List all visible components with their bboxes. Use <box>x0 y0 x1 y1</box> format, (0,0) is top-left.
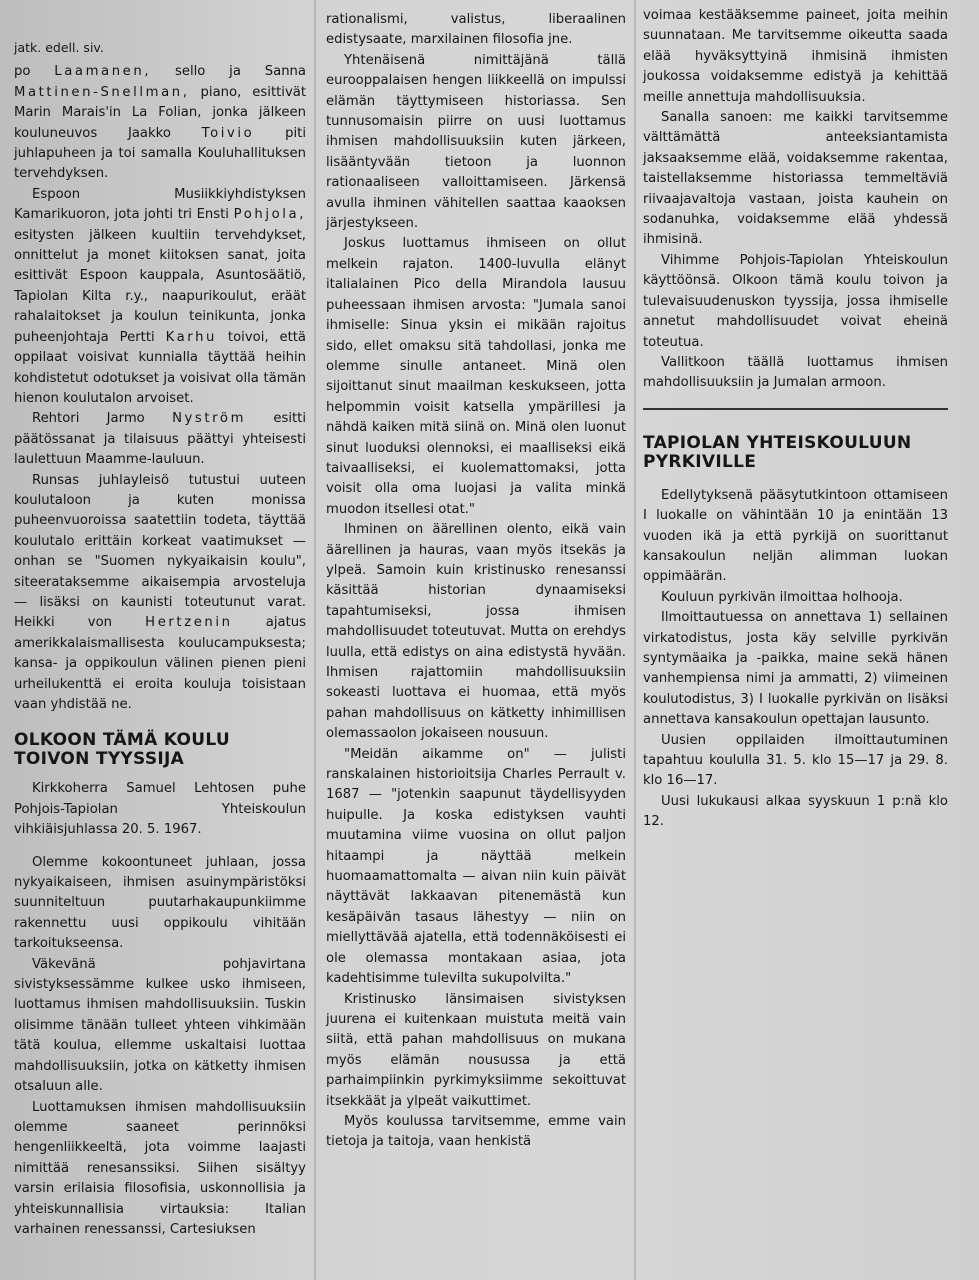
spaced-name: Nyström <box>172 411 247 427</box>
article-headline: OLKOON TÄMÄ KOULU TOIVON TYYSSIJA <box>14 730 230 770</box>
article-paragraph: rationalismi, valistus, liberaalinen edistysaate, marxilainen filosofia jne. <box>326 12 626 48</box>
article-paragraph: Yhtenäisenä nimittäjänä tällä eurooppalaisen hengen liikkeellä on impulssi elämän täyttymiseen historiassa. Sen tunnusomaisin piirre on uusi luottamus ihmisen mahdollisuuksiin kuten järkeen, lisääntyvään tietoon ja luonnon rationaaliseen valloittamiseen. Järkensä avulla ihminen vähitellen saattaa kaaoksen järjestykseen. <box>326 52 626 232</box>
article-paragraph: Rehtori Jarmo Nyström esitti päätössanat ja tilaisuus päättyi yhteisesti laulettuun Maamme-lauluun. <box>14 411 306 468</box>
notice-headline: TAPIOLAN YHTEISKOULUUN PYRKIVILLE <box>643 432 912 472</box>
article-paragraph: Luottamuksen ihmisen mahdollisuuksiin olemme saaneet perinnöksi hengenliikkeeltä, jota voimme laajasti nimittää renesanssiksi. Siihen sisältyy varsin erilaisia filosofisia, uskonnollisia ja yhteiskunnallisia virtauksia: Italian varhainen renessanssi, Cartesiuksen <box>14 1099 306 1237</box>
continuation-note: jatk. edell. siv. <box>14 40 104 55</box>
notice-paragraph: Kouluun pyrkivän ilmoittaa holhooja. <box>661 589 903 605</box>
article-paragraph: "Meidän aikamme on" — julisti ranskalainen historioitsija Charles Perrault v. 1687 — "jotenkin saapunut täydellisyyden huipulle. Ja koska edistyksen vauhti muutamina viime vuosina on ollut paljon hitaampi ja näyttää melkein huomaamattomalta — aivan niin kuin päivät näyttävät lakkaavan pitenemästä kun kesäpäivän tasaus lähestyy — niin on miellyttävää ajatella, että todennäköisesti ei ole olemassa montakaan asiaa, jota kadehtisimme tulevilta sukupolvilta." <box>326 746 626 987</box>
spaced-name: Mattinen-Snellman, <box>14 84 190 100</box>
spaced-name: Pohjola, <box>233 207 306 223</box>
notice-paragraph: Edellytyksenä pääsytutkintoon ottamiseen I luokalle on vähintään 10 ja enintään 13 vuoden ikä ja että pyrkijä on suorittanut kansakoulun neljän alimman luokan oppimäärän. <box>643 487 948 585</box>
article-paragraph: Ihminen on äärellinen olento, eikä vain äärellinen ja hauras, vaan myös itsekäs ja ylpeä. Samoin kuin kristinusko renesanssi käsittää historian dynaamiseksi tapahtumiseksi, jossa ihmisen mahdollisuudet toteutuvat. Mutta on erehdys luulla, että edistys on aina edistystä hyvään. Ihmisen rajattomiin mahdollisuuksiin sokeasti luottava ei huomaa, että myös pahan mahdollisuus on kätketty inhimillisen olemassaolon jokaiseen nousuun. <box>326 522 626 742</box>
spaced-name: Hertzenin <box>145 615 233 631</box>
column-2 <box>326 10 626 1153</box>
spaced-name: Karhu <box>165 329 218 345</box>
column-gutter <box>634 0 636 1280</box>
article-paragraph: Espoon Musiikkiyhdistyksen Kamarikuoron, jota johti tri Ensti Pohjola, esitysten jälkeen kuultiin tervehdykset, onnittelut ja monet kiitoksen sanat, joita esittivät Espoon kauppala, Asuntosäätiö, Tapiolan Kilta r.y., naapurikoulut, eräät rahalaitokset ja koulun teinikunta, jonka puheenjohtaja Pertti Karhu toivoi, että oppilaat voisivat kunnialla täyttää heihin kohdistetut odotukset ja voisivat olla tämän hienon koulutalon arvoiset. <box>14 186 306 406</box>
article-paragraph: Runsas juhlayleisö tutustui uuteen koulutaloon ja kuten monissa puheenvuoroissa saatettiin todeta, täyttää koulutalo erittäin korkeat vaatimukset — onhan se "Suomen nykyaikaisin koulu", siteerataksemme aikaisempia arvosteluja — lisäksi on kaunisti toteutunut varat. Heikki von Hertzenin ajatus amerikkalaismallisesta koulucampuksesta; kansa- ja oppikoulun välinen pienen pieni urheilukenttä ei eroita kouluja toisistaan vaan yhdistää ne. <box>14 472 307 712</box>
article-paragraph: po Laamanen, sello ja Sanna Mattinen-Snellman, piano, esittivät Marin Marais'in La Folian, jonka jälkeen kouluneuvos Jaakko Toivio piti juhlapuheen ja toi samalla Kouluhallituksen tervehdyksen. <box>14 64 307 182</box>
article-paragraph: Väkevänä pohjavirtana sivistyksessämme kulkee usko ihmiseen, luottamus ihmisen mahdollisuuksiin. Tuskin olisimme tänään tulleet yhteen vihkimään tätä koulua, ellemme uskaltaisi luottaa mahdollisuuksiin, jotka on kätketty ihmisen otsaluun alle. <box>14 956 306 1095</box>
article-paragraph: Joskus luottamus ihmiseen on ollut melkein rajaton. 1400-luvulla elänyt italialainen Pico della Mirandola lausuu puheessaan ihmisen arvosta: "Jumala sanoi ihmiselle: Sinua yksin ei mikään rajoitus sido, ellet omaksu sitä tahdollasi, jonka me olemme sinulle antaneet. Minä olen sijoittanut sinut maailman keskukseen, jotta helpommin voisit katsella ympärillesi ja nähdä kaiken mitä siinä on. Minä olen luonut sinut luoduksi olennoksi, ei maalliseksi eikä taivaalliseksi, ei kuolemattomaksi, jotta voisit olla oma luojasi ja valita minkä muodon itsellesi otat." <box>326 236 626 517</box>
article-paragraph: Myös koulussa tarvitsemme, emme vain tietoja ja taitoja, vaan henkistä <box>326 1113 626 1150</box>
spaced-name: Laamanen, <box>54 64 152 80</box>
article-paragraph: Vihimme Pohjois-Tapiolan Yhteiskoulun käyttöönsä. Olkoon tämä koulu toivon ja tulevaisuudenuskon tyyssija, jossa ihmiselle annetut mahdollisuudet voivat eheinä toteutua. <box>643 252 948 350</box>
article-paragraph: Sanalla sanoen: me kaikki tarvitsemme välttämättä anteeksiantamista jaksaaksemme elää, voidaksemme rakentaa, taistellaksemme historiassa temmeltäviä riivaajavaltoja vastaan, joista kauhein on sodanuhka, voidaksemme elää yhdessä ihmisinä. <box>643 110 948 248</box>
column-3 <box>643 6 948 833</box>
article-paragraph: voimaa kestääksemme paineet, joita meihin suunnataan. Me tarvitsemme oikeutta saada elää hyväksyttyinä ihmisinä ihmisten joukossa voidaksemme edistyä ja kehittää meille annettuja mahdollisuuksia. <box>643 8 948 105</box>
article-paragraph: Kristinusko länsimaisen sivistyksen juurena ei kuitenkaan muistuta meitä vain siitä, että pahan mahdollisuus on mukana myös elämän nousussa ja että parhaimpiinkin pyrkimyksiimme sekoittuvat itsekkäät ja ylpeät vaikuttimet. <box>326 991 626 1109</box>
column-gutter <box>314 0 316 1280</box>
notice-paragraph: Ilmoittautuessa on annettava 1) sellainen virkatodistus, josta käy selville pyrkivän syntymäaika ja -paikka, maine sekä hänen vanhempiensa nimi ja ammatti, 2) viimeinen koulutodistus, 3) I luokalle pyrkivän on lisäksi annettava kansakoulun opettajan lausunto. <box>643 610 948 728</box>
article-paragraph: Vallitkoon täällä luottamus ihmisen mahdollisuuksiin ja Jumalan armoon. <box>643 354 948 391</box>
article-byline: Kirkkoherra Samuel Lehtosen puhe Pohjois-Tapiolan Yhteiskoulun vihkiäisjuhlassa 20. 5. 1967. <box>14 781 306 838</box>
column-1 <box>14 38 306 1240</box>
spaced-name: Toivio <box>201 125 255 141</box>
notice-paragraph: Uusi lukukausi alkaa syyskuun 1 p:nä klo 12. <box>643 793 948 830</box>
notice-paragraph: Uusien oppilaiden ilmoittautuminen tapahtuu koululla 31. 5. klo 15—17 ja 29. 8. klo 16—17. <box>643 732 948 789</box>
article-paragraph: Olemme kokoontuneet juhlaan, jossa nykyaikaiseen, ihmisen asuinympäristöksi suunniteltuun puutarhakaupunkiimme rakennettu uusi oppikoulu vihitään tarkoitukseensa. <box>14 854 306 952</box>
